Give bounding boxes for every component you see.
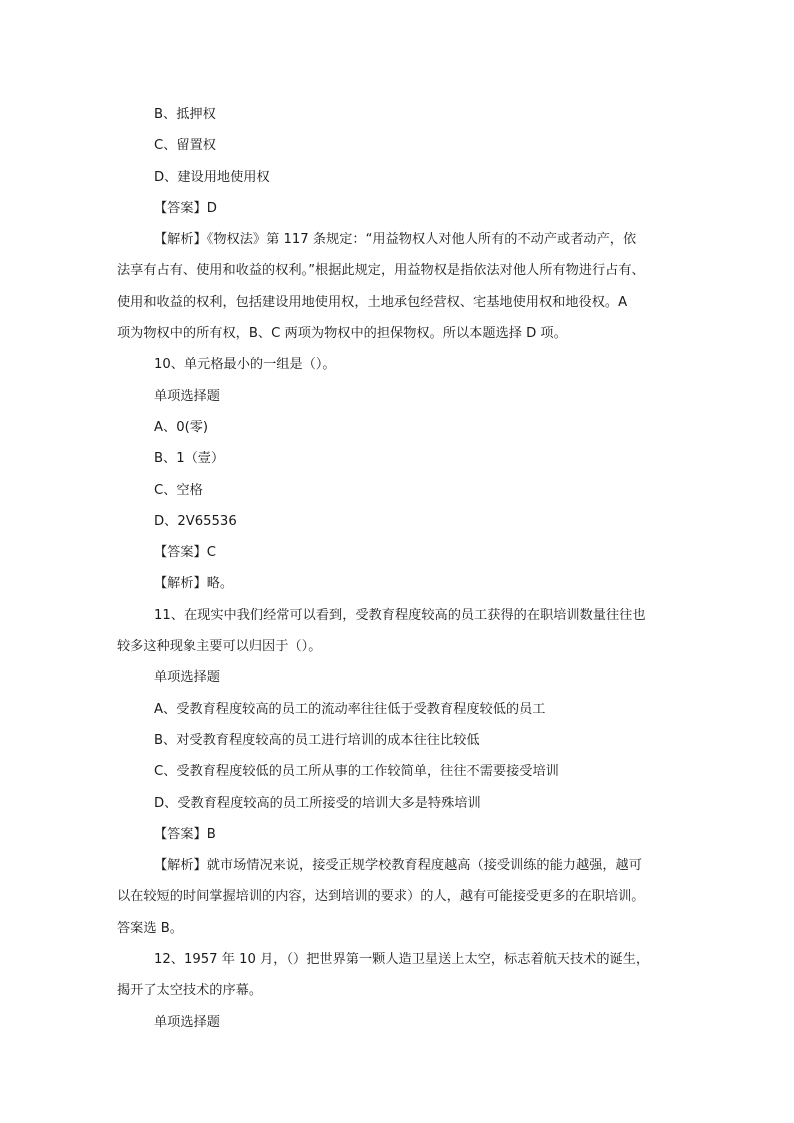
text-line: C、留置权 <box>154 138 216 154</box>
text-line: 单项选择题 <box>154 388 220 404</box>
text-line: 【解析】《物权法》第 117 条规定：“用益物权人对他人所有的不动产或者动产，依 <box>154 232 637 248</box>
text-line: 【答案】B <box>154 826 216 842</box>
text-line: A、受教育程度较高的员工的流动率往往低于受教育程度较低的员工 <box>154 701 546 717</box>
text-line: 项为物权中的所有权，B、C 两项为物权中的担保物权。所以本题选择 D 项。 <box>117 326 567 342</box>
text-line: 单项选择题 <box>154 670 220 686</box>
text-line: 【解析】就市场情况来说，接受正规学校教育程度越高（接受训练的能力越强，越可 <box>154 858 642 874</box>
text-line: 【答案】C <box>154 545 216 561</box>
text-line: D、受教育程度较高的员工所接受的培训大多是特殊培训 <box>154 795 481 811</box>
text-line: D、2V65536 <box>154 513 237 529</box>
text-line: B、对受教育程度较高的员工进行培训的成本往往比较低 <box>154 732 480 748</box>
text-line: 答案选 B。 <box>117 920 183 936</box>
text-line: 使用和收益的权利，包括建设用地使用权，土地承包经营权、宅基地使用权和地役权。A <box>117 294 628 310</box>
text-line: 以在较短的时间掌握培训的内容，达到培训的要求）的人，越有可能接受更多的在职培训。 <box>117 889 645 905</box>
text-line: B、抵押权 <box>154 107 216 122</box>
text-line: C、空格 <box>154 482 203 498</box>
text-line: 单项选择题 <box>154 1014 220 1030</box>
text-line: 12、1957 年 10 月，（）把世界第一颗人造卫星送上太空，标志着航天技术的诞生， <box>154 952 650 968</box>
text-line: A、0(零) <box>154 419 209 435</box>
text-line: 【答案】D <box>154 200 217 216</box>
document-body <box>117 99 677 1038</box>
text-line: 揭开了太空技术的序幕。 <box>117 983 263 999</box>
text-line: 较多这种现象主要可以归因于（）。 <box>117 639 322 655</box>
text-line: 【解析】略。 <box>154 576 234 592</box>
text-line: C、受教育程度较低的员工所从事的工作较简单，往往不需要接受培训 <box>154 764 559 780</box>
text-line: 11、在现实中我们经常可以看到，受教育程度较高的员工获得的在职培训数量往往也 <box>154 607 646 623</box>
text-line: 法享有占有、使用和收益的权利。”根据此规定，用益物权是指依法对他人所有物进行占有、 <box>117 263 645 279</box>
text-line: B、1（壹） <box>154 451 225 467</box>
text-line: 10、单元格最小的一组是（）。 <box>154 357 336 373</box>
text-line: D、建设用地使用权 <box>154 169 270 185</box>
